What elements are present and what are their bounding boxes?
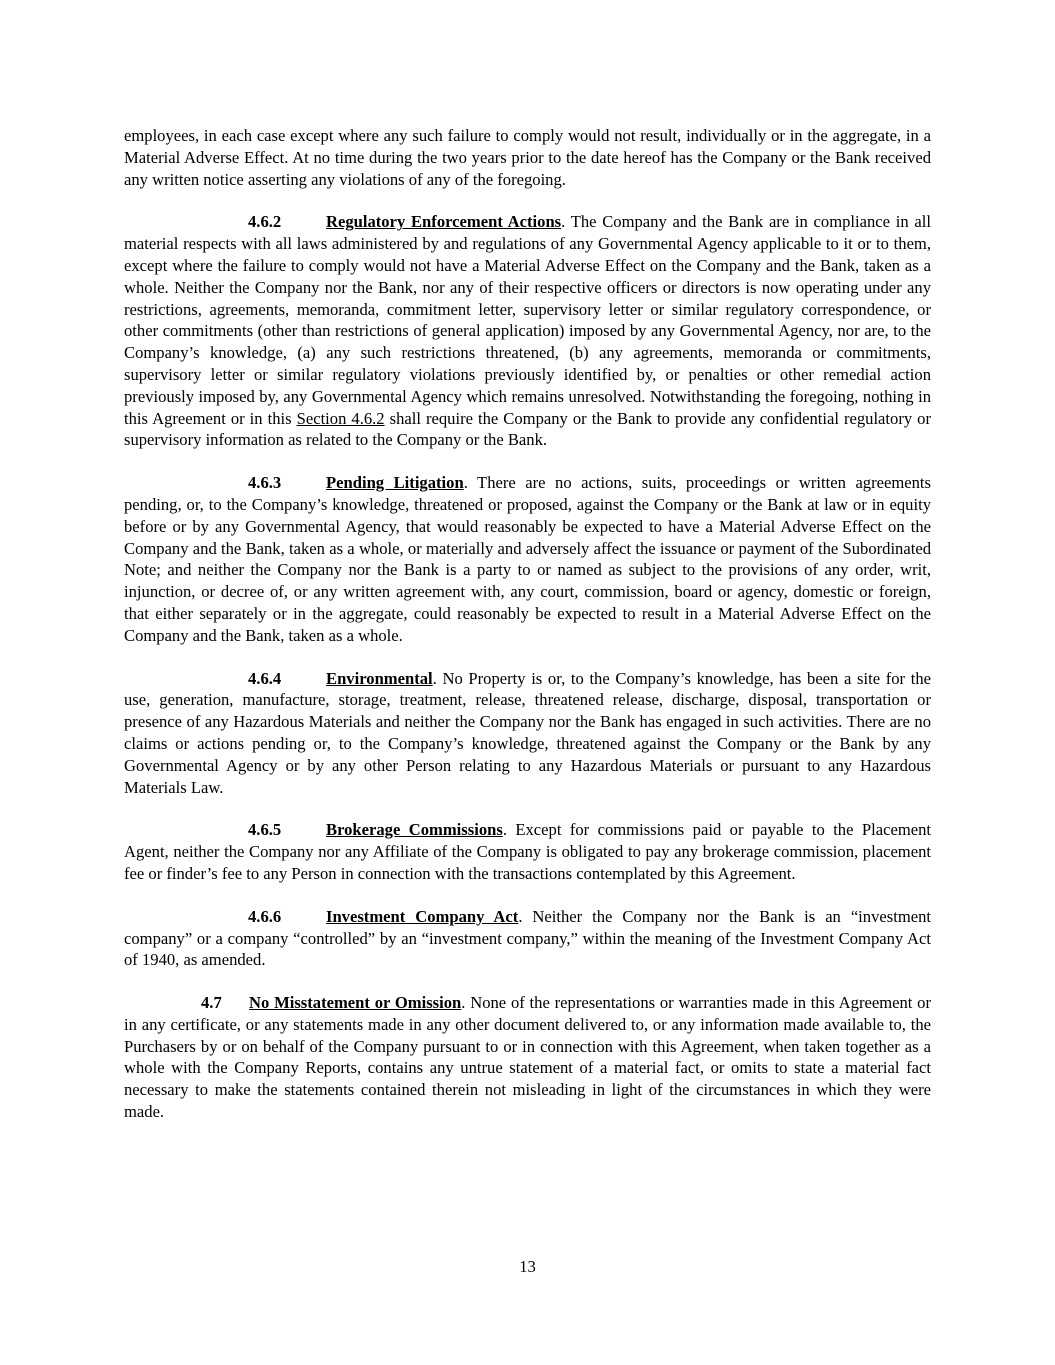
section-number: 4.7 bbox=[201, 993, 222, 1013]
section-number: 4.6.6 bbox=[248, 906, 282, 926]
section-text: . Except for commissions paid or payable to the Placement Agent, neither the Company nor any Affiliate of the Company is obligated to pay any brokerage commission, placement fee or finder’s fee to any Person in connection with the transactions contemplated by this Agreement. bbox=[124, 820, 931, 883]
section-text: . No Property is or, to the Company’s knowledge, has been a site for the use, generation, manufacture, storage, treatment, release, threatened release, discharge, disposal, transportation or presence of any Hazardous Materials and neither the Company nor the Bank has engaged in such activities. There are no claims or actions pending or, to the Company’s knowledge, threatened against the Company or the Bank by any Governmental Agency or by any other Person relating to any Hazardous Materials or pursuant to any Hazardous Materials Law. bbox=[124, 668, 931, 797]
section-number: 4.6.4 bbox=[248, 668, 282, 688]
intro-paragraph bbox=[124, 125, 931, 190]
section-4-6-3 bbox=[124, 472, 931, 646]
section-heading: Pending Litigation bbox=[326, 473, 464, 493]
section-text: . None of the representations or warranties made in this Agreement or in any certificate, or any statements made in any other document delivered to, or any information made available to, the Purchasers by or on behalf of the Company pursuant to or in connection with this Agreement, when taken together as a whole with the Company Reports, contains any untrue statement of a material fact, or omits to state a material fact necessary to make the statements contained therein not misleading in light of the circumstances in which they were made. bbox=[124, 993, 931, 1122]
section-heading: Environmental bbox=[326, 668, 433, 688]
section-text-continued: shall require the Company or the Bank to provide any confidential regulatory or supervisory information as related to the Company or the Bank. bbox=[124, 408, 932, 450]
section-4-6-4 bbox=[124, 668, 931, 799]
intro-paragraph-text: employees, in each case except where any such failure to comply would not result, individually or in the aggregate, in a Material Adverse Effect. At no time during the two years prior to the date hereof has the Company or the Bank received any written notice asserting any violations of any of the foregoing. bbox=[124, 126, 931, 189]
section-4-7 bbox=[124, 992, 931, 1123]
section-number: 4.6.3 bbox=[248, 473, 282, 493]
section-4-6-6 bbox=[124, 906, 931, 971]
section-cross-reference: Section 4.6.2 bbox=[296, 408, 385, 428]
document-page bbox=[124, 125, 931, 1144]
section-heading: Brokerage Commissions bbox=[326, 820, 503, 840]
section-4-6-2 bbox=[124, 211, 931, 451]
section-text: . Neither the Company nor the Bank is an “investment company” or a company “controlled” by an “investment company,” within the meaning of the Investment Company Act of 1940, as amended. bbox=[124, 906, 931, 970]
section-heading: No Misstatement or Omission bbox=[249, 993, 462, 1013]
section-number: 4.6.5 bbox=[248, 820, 282, 840]
section-number: 4.6.2 bbox=[248, 212, 282, 232]
section-text: . There are no actions, suits, proceedings or written agreements pending, or, to the Company’s knowledge, threatened or proposed, against the Company or the Bank at law or in equity before or by any Governmental Agency, that would reasonably be expected to have a Material Adverse Effect on the Company and the Bank, taken as a whole, or materially and adversely affect the issuance or payment of the Subordinated Note; and neither the Company nor the Bank is a party to or named as subject to the provisions of any order, writ, injunction, or decree of, or any written agreement with, any court, commission, board or agency, domestic or foreign, that either separately or in the aggregate, could reasonably be expected to result in a Material Adverse Effect on the Company and the Bank, taken as a whole. bbox=[124, 473, 932, 645]
section-4-6-5 bbox=[124, 819, 931, 884]
section-text: . The Company and the Bank are in compliance in all material respects with all laws administered by and regulations of any Governmental Agency applicable to it or to them, except where the failure to comply would not have a Material Adverse Effect on the Company and the Bank, taken as a whole. Neither the Company nor the Bank, nor any of their respective officers or directors is now operating under any restrictions, agreements, memoranda, commitment letter, supervisory letter or similar regulatory correspondence, or other commitments (other than restrictions of general application) imposed by any Governmental Agency, nor are, to the Company’s knowledge, (a) any such restrictions threatened, (b) any agreements, memoranda or commitments, supervisory letter or similar regulatory violations previously identified by, or penalties or other remedial action previously imposed by, any Governmental Agency which remains unresolved. Notwithstanding the foregoing, nothing in this Agreement or in this bbox=[124, 212, 931, 428]
section-heading: Regulatory Enforcement Actions bbox=[326, 212, 562, 232]
page-number: 13 bbox=[519, 1257, 536, 1276]
section-heading: Investment Company Act bbox=[326, 906, 519, 926]
